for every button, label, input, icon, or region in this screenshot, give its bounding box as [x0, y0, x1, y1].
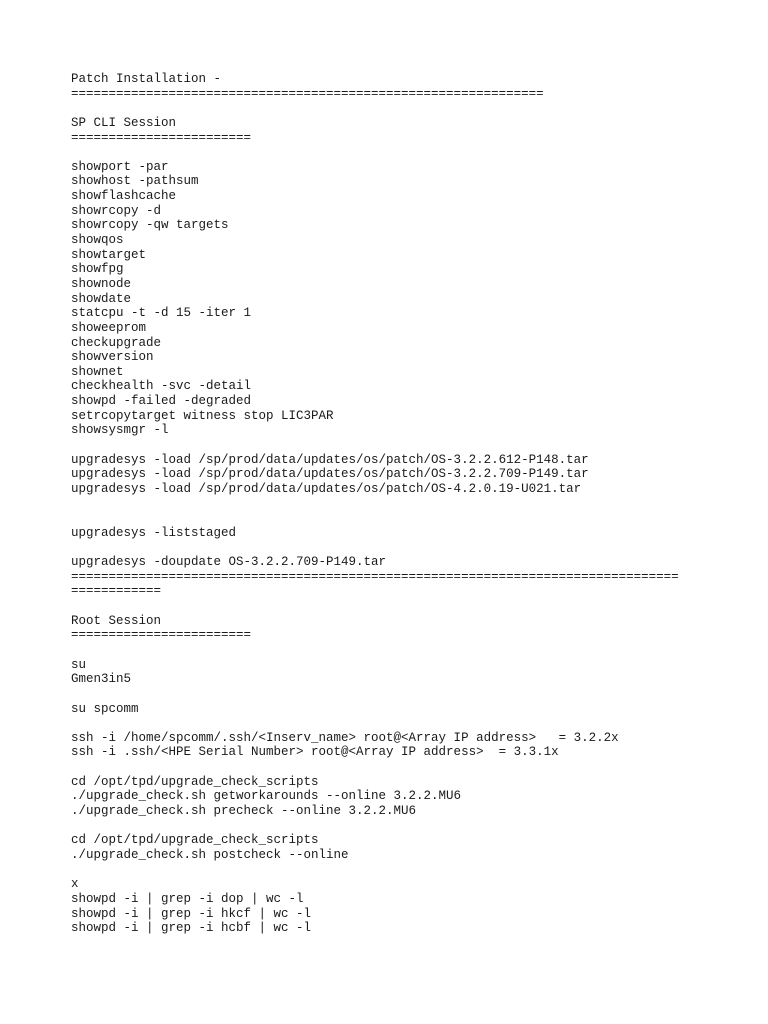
text-line	[71, 511, 761, 526]
text-line: upgradesys -doupdate OS-3.2.2.709-P149.tar	[71, 555, 387, 570]
text-line: su	[71, 657, 87, 672]
text-line: upgradesys -load /sp/prod/data/updates/os/patch/OS-3.2.2.709-P149.tar	[71, 467, 589, 482]
text-line: cd /opt/tpd/upgrade_check_scripts	[71, 774, 319, 789]
text-line	[71, 863, 761, 878]
text-line	[71, 145, 761, 160]
text-line: checkhealth -svc -detail	[71, 379, 252, 394]
text-line: showqos	[71, 233, 124, 248]
text-line: showpd -failed -degraded	[71, 394, 252, 409]
text-line	[71, 643, 761, 658]
text-line	[71, 497, 761, 512]
text-line: setrcopytarget witness stop LIC3PAR	[71, 408, 334, 423]
text-line: showpd -i | grep -i dop | wc -l	[71, 891, 304, 906]
text-line: upgradesys -liststaged	[71, 525, 237, 540]
text-line: ./upgrade_check.sh postcheck --online	[71, 847, 349, 862]
text-line: showtarget	[71, 247, 147, 262]
text-line: ============	[71, 584, 162, 599]
text-line: Gmen3in5	[71, 672, 132, 687]
text-line: showpd -i | grep -i hkcf | wc -l	[71, 906, 312, 921]
text-line: upgradesys -load /sp/prod/data/updates/os/patch/OS-3.2.2.612-P148.tar	[71, 452, 589, 467]
text-line: showeeprom	[71, 320, 147, 335]
text-line: SP CLI Session	[71, 115, 177, 130]
text-line: shownet	[71, 364, 124, 379]
text-line: ssh -i .ssh/<HPE Serial Number> root@<Array IP address> = 3.3.1x	[71, 745, 559, 760]
text-line	[71, 819, 761, 834]
text-line: showfpg	[71, 262, 124, 277]
text-line: showrcopy -qw targets	[71, 218, 229, 233]
text-line	[71, 599, 761, 614]
text-line: shownode	[71, 276, 132, 291]
text-line	[71, 760, 761, 775]
text-line	[71, 687, 761, 702]
text-line	[71, 716, 761, 731]
text-line: showversion	[71, 350, 154, 365]
document-body	[71, 72, 761, 936]
text-line: showdate	[71, 291, 132, 306]
text-line: =================================================================================	[71, 569, 679, 584]
text-line: ssh -i /home/spcomm/.ssh/<Inserv_name> root@<Array IP address> = 3.2.2x	[71, 730, 619, 745]
text-line: statcpu -t -d 15 -iter 1	[71, 306, 252, 321]
text-line: showsysmgr -l	[71, 423, 169, 438]
text-line: ===============================================================	[71, 86, 544, 101]
text-line: showrcopy -d	[71, 203, 162, 218]
text-line: ========================	[71, 130, 252, 145]
text-line	[71, 541, 761, 556]
text-line: x	[71, 877, 79, 892]
text-line: checkupgrade	[71, 335, 162, 350]
text-line: showflashcache	[71, 189, 177, 204]
text-line: showhost -pathsum	[71, 174, 199, 189]
text-line	[71, 438, 761, 453]
text-line: showpd -i | grep -i hcbf | wc -l	[71, 921, 312, 936]
text-line	[71, 101, 761, 116]
text-line: ./upgrade_check.sh getworkarounds --online 3.2.2.MU6	[71, 789, 462, 804]
text-line: su spcomm	[71, 701, 139, 716]
text-line: cd /opt/tpd/upgrade_check_scripts	[71, 833, 319, 848]
text-line: Root Session	[71, 613, 162, 628]
text-line: Patch Installation -	[71, 72, 222, 86]
text-line: upgradesys -load /sp/prod/data/updates/os/patch/OS-4.2.0.19-U021.tar	[71, 481, 582, 496]
text-line: ./upgrade_check.sh precheck --online 3.2.2.MU6	[71, 804, 417, 819]
text-line: showport -par	[71, 159, 169, 174]
text-line: ========================	[71, 628, 252, 643]
